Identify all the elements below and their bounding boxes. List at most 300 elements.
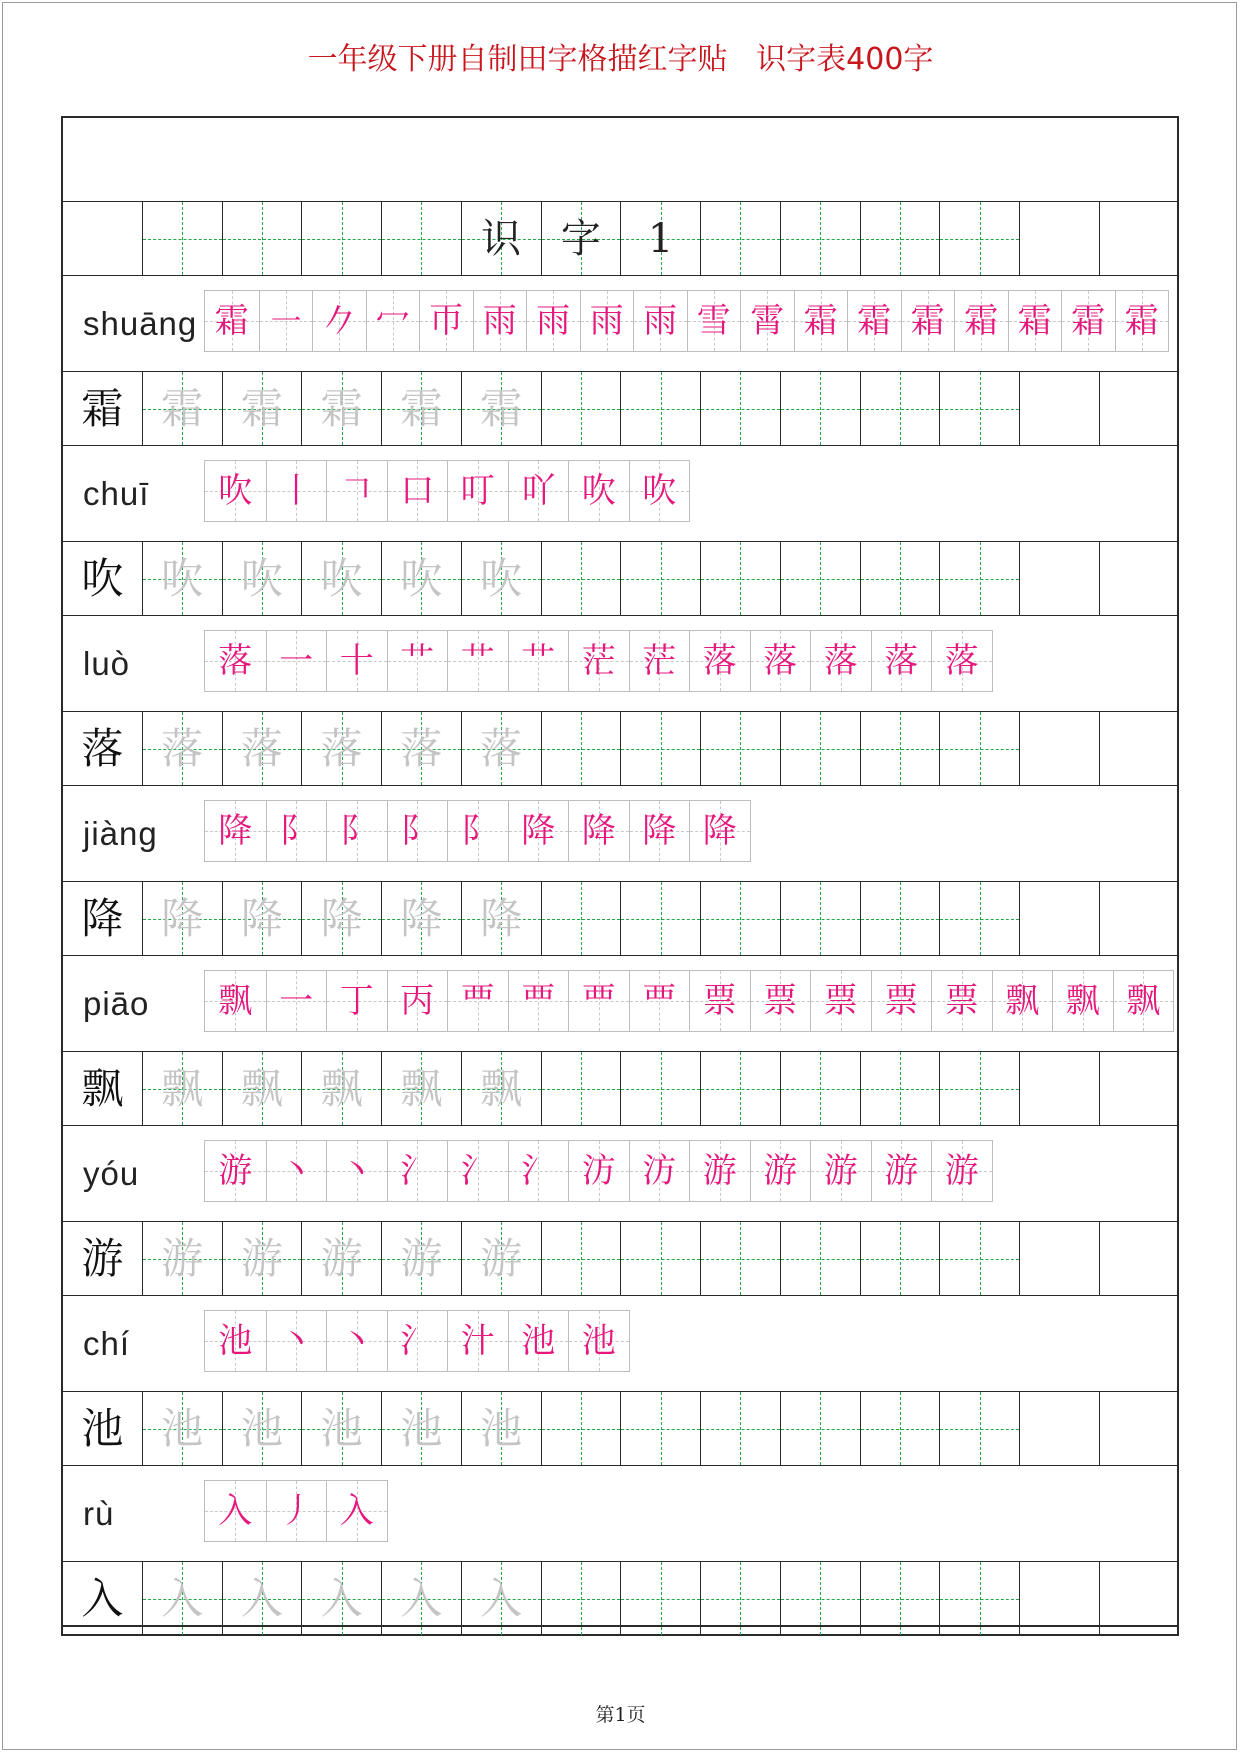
- practice-cell[interactable]: [143, 1052, 223, 1125]
- stroke-glyph: 霜: [910, 301, 945, 341]
- stroke-glyph: 落: [944, 641, 979, 681]
- trace-character: 落: [161, 723, 204, 773]
- stroke-glyph: 雪: [696, 301, 731, 341]
- guide-line-vertical: [900, 372, 901, 445]
- stroke-glyph: 阝: [400, 811, 435, 851]
- stroke-glyph: 阝: [460, 811, 495, 851]
- guide-line-vertical: [900, 1052, 901, 1125]
- practice-row: [63, 542, 1177, 616]
- trace-character: 霜: [480, 383, 523, 433]
- practice-cell[interactable]: [1020, 1222, 1100, 1295]
- pinyin-row: [63, 1296, 1177, 1392]
- stroke-step: [326, 801, 387, 861]
- practice-cell[interactable]: [63, 882, 143, 955]
- guide-line-vertical: [980, 1222, 981, 1295]
- guide-line-vertical: [980, 712, 981, 785]
- practice-cell[interactable]: [1020, 1392, 1100, 1465]
- stroke-step: [266, 1141, 327, 1201]
- guide-line-vertical: [980, 202, 981, 275]
- practice-cell[interactable]: [382, 882, 462, 955]
- practice-cell[interactable]: [861, 202, 941, 275]
- guide-line-vertical: [820, 882, 821, 955]
- trace-character: 吹: [320, 553, 363, 603]
- pinyin-label: chí: [83, 1324, 131, 1362]
- stroke-glyph: 票: [823, 981, 858, 1021]
- trace-character: 吹: [161, 553, 204, 603]
- stroke-glyph: 霜: [964, 301, 999, 341]
- stroke-step: [580, 291, 634, 351]
- stroke-glyph: 落: [702, 641, 737, 681]
- stroke-step: [810, 971, 871, 1031]
- practice-cell[interactable]: [621, 712, 701, 785]
- practice-cell[interactable]: [861, 1222, 941, 1295]
- trace-character: 入: [480, 1573, 523, 1623]
- practice-cell[interactable]: [940, 712, 1020, 785]
- practice-sheet: [61, 116, 1179, 1636]
- practice-cell[interactable]: [1100, 202, 1180, 275]
- practice-cell[interactable]: [940, 1392, 1020, 1465]
- practice-cell[interactable]: [701, 882, 781, 955]
- stroke-glyph: 入: [218, 1491, 253, 1531]
- stroke-glyph: 丿: [279, 1491, 314, 1531]
- stroke-glyph: 吖: [521, 471, 556, 511]
- practice-cell[interactable]: [63, 1222, 143, 1295]
- stroke-step: [473, 291, 527, 351]
- stroke-glyph: 丶: [279, 1151, 314, 1191]
- practice-cell[interactable]: [462, 882, 542, 955]
- pinyin-label: luò: [83, 644, 131, 682]
- trace-character: 降: [161, 893, 204, 943]
- guide-line-vertical: [900, 712, 901, 785]
- stroke-glyph: 氵: [400, 1151, 435, 1191]
- practice-cell[interactable]: [63, 712, 143, 785]
- practice-cell[interactable]: [940, 372, 1020, 445]
- stroke-step: [1115, 291, 1169, 351]
- practice-cell[interactable]: [223, 202, 303, 275]
- practice-row: [63, 1392, 1177, 1466]
- stroke-step: [1113, 971, 1174, 1031]
- stroke-glyph: 降: [581, 811, 616, 851]
- practice-cell[interactable]: [223, 882, 303, 955]
- trace-character: 霜: [320, 383, 363, 433]
- stroke-glyph: 丁: [339, 981, 374, 1021]
- stroke-step: [568, 971, 629, 1031]
- trace-character: 降: [480, 893, 523, 943]
- stroke-glyph: 票: [884, 981, 919, 1021]
- practice-cell[interactable]: [143, 1222, 223, 1295]
- practice-cell[interactable]: [143, 372, 223, 445]
- practice-cell[interactable]: [542, 542, 622, 615]
- stroke-glyph: 汸: [581, 1151, 616, 1191]
- stroke-glyph: 丙: [400, 981, 435, 1021]
- practice-cell[interactable]: [462, 372, 542, 445]
- guide-line-vertical: [980, 542, 981, 615]
- practice-cell[interactable]: [621, 372, 701, 445]
- stroke-glyph: 票: [763, 981, 798, 1021]
- practice-cell[interactable]: [63, 1052, 143, 1125]
- practice-cell[interactable]: [621, 542, 701, 615]
- stroke-glyph: 霜: [1124, 301, 1159, 341]
- practice-cell[interactable]: [462, 1392, 542, 1465]
- stroke-step: [326, 1481, 387, 1541]
- guide-line-vertical: [661, 372, 662, 445]
- stroke-step: [931, 631, 992, 691]
- pinyin-row: [63, 1466, 1177, 1562]
- stroke-order-strip: [204, 1480, 388, 1542]
- practice-cell[interactable]: [1020, 712, 1100, 785]
- practice-cell[interactable]: [223, 712, 303, 785]
- stroke-step: [750, 631, 811, 691]
- stroke-step: [508, 801, 569, 861]
- stroke-step: [508, 1141, 569, 1201]
- stroke-glyph: 帀: [429, 301, 464, 341]
- practice-cell[interactable]: [223, 1392, 303, 1465]
- practice-cell[interactable]: [940, 202, 1020, 275]
- page-number: 第1页: [595, 1704, 646, 1726]
- guide-line-vertical: [980, 372, 981, 445]
- practice-cell[interactable]: [940, 882, 1020, 955]
- pinyin-row: [63, 276, 1177, 372]
- stroke-step: [205, 971, 266, 1031]
- practice-cell[interactable]: [542, 1392, 622, 1465]
- stroke-step: [633, 291, 687, 351]
- stroke-order-strip: [204, 1140, 993, 1202]
- practice-cell[interactable]: [701, 712, 781, 785]
- practice-cell[interactable]: [621, 882, 701, 955]
- practice-cell[interactable]: [382, 542, 462, 615]
- stroke-step: [568, 631, 629, 691]
- stroke-glyph: 游: [702, 1151, 737, 1191]
- practice-cell[interactable]: [1100, 712, 1180, 785]
- lesson-heading-char: 识: [481, 215, 522, 262]
- practice-cell[interactable]: [63, 542, 143, 615]
- trace-character: 游: [320, 1233, 363, 1283]
- stroke-step: [326, 461, 387, 521]
- stroke-step: [568, 1141, 629, 1201]
- practice-cell[interactable]: [1020, 882, 1100, 955]
- lesson-heading-char: 字: [560, 215, 601, 262]
- stroke-glyph: 氵: [460, 1151, 495, 1191]
- stroke-glyph: 入: [339, 1491, 374, 1531]
- guide-line-vertical: [661, 542, 662, 615]
- stroke-order-strip: [204, 800, 751, 862]
- trace-character: 降: [320, 893, 363, 943]
- stroke-glyph: 吹: [581, 471, 616, 511]
- practice-cell[interactable]: [143, 542, 223, 615]
- practice-cell[interactable]: [462, 202, 542, 275]
- stroke-glyph: 丶: [339, 1321, 374, 1361]
- stroke-step: [629, 461, 690, 521]
- practice-cell[interactable]: [781, 882, 861, 955]
- stroke-step: [508, 461, 569, 521]
- practice-cell[interactable]: [382, 372, 462, 445]
- trace-character: 池: [161, 1403, 204, 1453]
- practice-cell[interactable]: [861, 372, 941, 445]
- stroke-step: [568, 461, 629, 521]
- practice-cell[interactable]: [1100, 882, 1180, 955]
- guide-line-vertical: [182, 202, 183, 275]
- practice-cell[interactable]: [382, 202, 462, 275]
- stroke-step: [387, 1141, 448, 1201]
- practice-cell[interactable]: [781, 712, 861, 785]
- practice-cell[interactable]: [1020, 1052, 1100, 1125]
- practice-cell[interactable]: [701, 1052, 781, 1125]
- trace-character: 入: [400, 1573, 443, 1623]
- stroke-glyph: 霜: [1071, 301, 1106, 341]
- stroke-step: [901, 291, 955, 351]
- practice-cell[interactable]: [621, 1222, 701, 1295]
- practice-cell[interactable]: [302, 202, 382, 275]
- guide-line-vertical: [820, 542, 821, 615]
- trace-character: 落: [480, 723, 523, 773]
- practice-cell[interactable]: [63, 1392, 143, 1465]
- stroke-glyph: 覀: [581, 981, 616, 1021]
- stroke-step: [419, 291, 473, 351]
- practice-cell[interactable]: [1020, 372, 1100, 445]
- guide-line-vertical: [740, 1222, 741, 1295]
- stroke-step: [687, 291, 741, 351]
- stroke-step: [326, 1311, 387, 1371]
- guide-line-vertical: [581, 1222, 582, 1295]
- stroke-step: [1052, 971, 1113, 1031]
- practice-cell[interactable]: [223, 372, 303, 445]
- practice-cell[interactable]: [781, 542, 861, 615]
- stroke-step: [847, 291, 901, 351]
- practice-cell[interactable]: [302, 1392, 382, 1465]
- practice-cell[interactable]: [542, 712, 622, 785]
- stroke-step: [266, 801, 327, 861]
- stroke-glyph: 一: [279, 641, 314, 681]
- stroke-glyph: 雨: [589, 301, 624, 341]
- stroke-glyph: 飘: [218, 981, 253, 1021]
- practice-cell[interactable]: [781, 1392, 861, 1465]
- stroke-step: [871, 971, 932, 1031]
- stroke-step: [689, 631, 750, 691]
- practice-cell[interactable]: [302, 712, 382, 785]
- practice-cell[interactable]: [143, 202, 223, 275]
- trace-character: 池: [400, 1403, 443, 1453]
- stroke-glyph: 丨: [279, 471, 314, 511]
- practice-cell[interactable]: [861, 712, 941, 785]
- guide-line-vertical: [661, 712, 662, 785]
- practice-cell[interactable]: [701, 372, 781, 445]
- practice-cell[interactable]: [861, 1392, 941, 1465]
- guide-line-vertical: [820, 1222, 821, 1295]
- trace-character: 落: [400, 723, 443, 773]
- guide-line-vertical: [581, 1392, 582, 1465]
- stroke-step: [508, 971, 569, 1031]
- practice-cell[interactable]: [462, 712, 542, 785]
- stroke-step: [750, 1141, 811, 1201]
- stroke-glyph: 雨: [643, 301, 678, 341]
- practice-cell[interactable]: [143, 882, 223, 955]
- stroke-step: [689, 1141, 750, 1201]
- practice-cell[interactable]: [382, 1392, 462, 1465]
- stroke-step: [568, 801, 629, 861]
- stroke-glyph: 落: [218, 641, 253, 681]
- stroke-step: [205, 291, 259, 351]
- stroke-glyph: ㇐: [268, 301, 303, 341]
- guide-line-vertical: [740, 1392, 741, 1465]
- practice-cell[interactable]: [223, 542, 303, 615]
- practice-cell[interactable]: [701, 1392, 781, 1465]
- stroke-glyph: 覀: [460, 981, 495, 1021]
- guide-line-vertical: [820, 202, 821, 275]
- practice-cell[interactable]: [701, 1222, 781, 1295]
- stroke-step: [205, 461, 266, 521]
- practice-cell[interactable]: [1100, 372, 1180, 445]
- stroke-glyph: 吹: [642, 471, 677, 511]
- guide-line-vertical: [581, 882, 582, 955]
- stroke-glyph: 降: [702, 811, 737, 851]
- practice-cell[interactable]: [143, 712, 223, 785]
- practice-cell[interactable]: [781, 1052, 861, 1125]
- trace-character: 游: [240, 1233, 283, 1283]
- stroke-step: [508, 631, 569, 691]
- practice-cell[interactable]: [621, 202, 701, 275]
- guide-line-vertical: [980, 1392, 981, 1465]
- practice-cell[interactable]: [542, 882, 622, 955]
- practice-cell[interactable]: [542, 372, 622, 445]
- trace-character: 霜: [400, 383, 443, 433]
- stroke-step: [326, 631, 387, 691]
- stroke-step: [689, 971, 750, 1031]
- stroke-step: [794, 291, 848, 351]
- model-character: 吹: [81, 553, 124, 603]
- stroke-step: [266, 461, 327, 521]
- stroke-glyph: 票: [944, 981, 979, 1021]
- practice-cell[interactable]: [861, 882, 941, 955]
- practice-cell[interactable]: [223, 1222, 303, 1295]
- practice-cell[interactable]: [861, 1052, 941, 1125]
- page-title: 一年级下册自制田字格描红字贴 识字表400字: [307, 42, 934, 77]
- stroke-glyph: 氵: [400, 1321, 435, 1361]
- model-character: 霜: [81, 383, 124, 433]
- practice-cell[interactable]: [542, 1052, 622, 1125]
- practice-cell[interactable]: [781, 372, 861, 445]
- practice-cell[interactable]: [382, 1222, 462, 1295]
- guide-line-vertical: [820, 1392, 821, 1465]
- guide-line-vertical: [900, 882, 901, 955]
- stroke-order-strip: [204, 1310, 630, 1372]
- stroke-order-strip: [204, 290, 1169, 352]
- blank-heading-band: [63, 118, 1177, 202]
- practice-cell[interactable]: [462, 1222, 542, 1295]
- trace-character: 池: [320, 1403, 363, 1453]
- stroke-order-strip: [204, 970, 1174, 1032]
- model-character: 降: [81, 893, 124, 943]
- pinyin-row: [63, 446, 1177, 542]
- practice-cell[interactable]: [302, 372, 382, 445]
- practice-cell[interactable]: [143, 1392, 223, 1465]
- model-character: 飘: [81, 1063, 124, 1113]
- stroke-glyph: 飘: [1126, 981, 1161, 1021]
- practice-cell[interactable]: [63, 372, 143, 445]
- trace-character: 霜: [240, 383, 283, 433]
- practice-cell[interactable]: [302, 882, 382, 955]
- pinyin-label: chuī: [83, 474, 150, 512]
- stroke-step: [387, 461, 448, 521]
- stroke-step: [568, 1311, 629, 1371]
- practice-cell[interactable]: [940, 1222, 1020, 1295]
- practice-cell[interactable]: [701, 202, 781, 275]
- practice-cell[interactable]: [781, 202, 861, 275]
- stroke-step: [387, 801, 448, 861]
- practice-cell[interactable]: [302, 1052, 382, 1125]
- practice-cell[interactable]: [1020, 202, 1100, 275]
- stroke-step: [954, 291, 1008, 351]
- practice-cell[interactable]: [542, 202, 622, 275]
- trace-character: 霜: [161, 383, 204, 433]
- practice-cell[interactable]: [861, 542, 941, 615]
- stroke-glyph: 票: [702, 981, 737, 1021]
- guide-line-vertical: [900, 1392, 901, 1465]
- stroke-step: [1008, 291, 1062, 351]
- pinyin-label: jiàng: [83, 814, 158, 852]
- practice-cell[interactable]: [1100, 1222, 1180, 1295]
- practice-cell[interactable]: [940, 542, 1020, 615]
- guide-line-vertical: [820, 1052, 821, 1125]
- practice-cell[interactable]: [701, 542, 781, 615]
- practice-cell[interactable]: [1100, 542, 1180, 615]
- practice-cell[interactable]: [542, 1222, 622, 1295]
- model-character: 落: [81, 723, 124, 773]
- lesson-heading-char: 1: [647, 215, 674, 262]
- practice-cell[interactable]: [223, 1052, 303, 1125]
- stroke-glyph: 雨: [536, 301, 571, 341]
- stroke-glyph: 艹: [521, 641, 556, 681]
- guide-line-vertical: [900, 542, 901, 615]
- practice-cell[interactable]: [462, 542, 542, 615]
- pinyin-row: [63, 786, 1177, 882]
- trace-character: 游: [400, 1233, 443, 1283]
- practice-cell[interactable]: [940, 1052, 1020, 1125]
- practice-cell[interactable]: [63, 202, 143, 275]
- practice-cell[interactable]: [382, 1052, 462, 1125]
- guide-line-vertical: [740, 712, 741, 785]
- practice-cell[interactable]: [1100, 1392, 1180, 1465]
- practice-cell[interactable]: [621, 1392, 701, 1465]
- trace-character: 降: [400, 893, 443, 943]
- model-character: 游: [81, 1233, 124, 1283]
- stroke-glyph: 落: [884, 641, 919, 681]
- guide-line-vertical: [900, 202, 901, 275]
- stroke-glyph: 雨: [482, 301, 517, 341]
- guide-line-vertical: [661, 882, 662, 955]
- stroke-glyph: 覀: [642, 981, 677, 1021]
- practice-cell[interactable]: [1100, 1052, 1180, 1125]
- trace-character: 池: [480, 1403, 523, 1453]
- stroke-glyph: 霜: [1017, 301, 1052, 341]
- practice-cell[interactable]: [781, 1222, 861, 1295]
- stroke-glyph: 茫: [642, 641, 677, 681]
- stroke-step: [326, 1141, 387, 1201]
- practice-row: [63, 882, 1177, 956]
- practice-cell[interactable]: [302, 1222, 382, 1295]
- practice-row: [63, 1052, 1177, 1126]
- practice-cell[interactable]: [382, 712, 462, 785]
- practice-cell[interactable]: [462, 1052, 542, 1125]
- model-character: 池: [81, 1403, 124, 1453]
- guide-line-vertical: [581, 372, 582, 445]
- practice-cell[interactable]: [1020, 542, 1100, 615]
- stroke-glyph: 霄: [750, 301, 785, 341]
- practice-cell[interactable]: [302, 542, 382, 615]
- stroke-glyph: 降: [218, 811, 253, 851]
- stroke-step: [447, 801, 508, 861]
- pinyin-row: [63, 956, 1177, 1052]
- practice-cell[interactable]: [621, 1052, 701, 1125]
